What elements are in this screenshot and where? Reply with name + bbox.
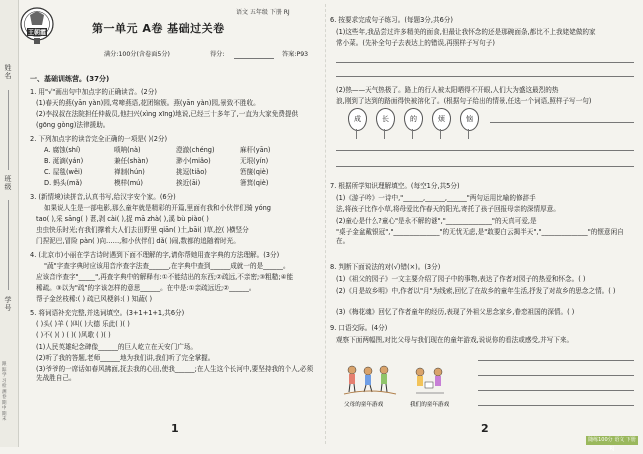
q2-word: 挨近(āi) <box>176 179 201 187</box>
score-blank[interactable] <box>234 58 274 59</box>
page-number: 2 <box>481 422 489 435</box>
score-info: 满分:100分(含卷面5分) <box>104 51 170 58</box>
series-footer: 随练100分 语文 下册 RJ <box>586 436 638 445</box>
q2-option[interactable]: A. 腐蚀(shí) <box>44 146 81 154</box>
caption-parents: 父母的童年游戏 <box>344 402 384 408</box>
balloon-string <box>356 129 357 139</box>
q4-line-c: 稀疏。③以为"疏"的字该怎样的意思______。在中是:①亲疏远近;②______。 <box>36 284 256 292</box>
class-label: 班级 <box>4 175 12 191</box>
q4-line-a: "蔬"字查字典时应该用音序查字法查______,在字典中查到______成就一的是______。 <box>44 262 290 270</box>
q3-line-a: 如果说人生是一部电影,那么童年就是精彩的开篇,里面有我和小伙伴们骑 yóng <box>44 204 271 212</box>
q3-line-c: 虫虫快乐时光;有我们撑着大人们去田野里 qiān( )土,bāi( )草,挖( )横竖分 <box>36 226 249 234</box>
q2-option[interactable]: B. 涎滴(yán) <box>44 157 84 165</box>
q6-line-b: 常小菜。(先补全句子去表达上的错误,再照样子写句子) <box>336 39 495 47</box>
q5-line-e: (3)爷爷的一席话如春风拂面,抚去我的心田,使我______;在人生这个长河中,要坚持我的个人,必须先战胜自己。 <box>36 365 314 382</box>
q2-word: 挑逗(tiǎo) <box>176 168 207 176</box>
page-one <box>27 0 320 447</box>
q7-line-c: (2)童心是什么?童心"是永不解的谜","______________"的天真可爱,是 <box>336 217 537 225</box>
logo-text: 王朝霞 <box>27 29 47 37</box>
balloon-char[interactable]: 长 <box>376 108 395 131</box>
question-7: 7. 根据所学知识理解填空。(每空1分,共5分) <box>330 182 460 190</box>
q5-line-c: (1)人民英雄纪念碑像______的巨人屹立在天安门广场。 <box>36 343 197 351</box>
q6-line-d: 浪,刚到了达到的路面得快被溶化了。(根据句子给出的情景,任选一个词语,照样子写一句) <box>336 97 592 105</box>
q2-word: 兼任(shàn) <box>114 157 149 165</box>
question-3: 3. (新情境)读拼音,认真书写,给汉字安个家。(6分) <box>30 193 176 201</box>
question-1: 1. 用"√"画出句中加点字的正确读音。(2分) <box>30 88 157 96</box>
question-8: 8. 判断下面说法的对(√)错(×)。(3分) <box>330 263 441 271</box>
answer-line[interactable] <box>336 76 634 77</box>
subject-tag: 语文 五年级 下册 RJ <box>236 9 290 16</box>
page-number: 1 <box>171 422 179 435</box>
caption-ours: 我们的童年游戏 <box>410 402 450 408</box>
q2-word: 渺小(miǎo) <box>176 157 211 165</box>
childhood-games-illustration <box>340 360 470 408</box>
strip-line <box>8 200 9 290</box>
q2-word: 唢呐(nà) <box>114 146 141 154</box>
q6-line-a: (1)这些年,我品尝过许多精美的面食,但最让我怀念的还是那碗面条,都比不上我姥姥做的家 <box>336 28 596 36</box>
balloon-string <box>412 129 413 139</box>
answer-line[interactable] <box>336 62 634 63</box>
q7-line-b: 法,将孩子比作小草,将母爱比作春天的阳光,寄托了孩子回报母亲的深情厚意。 <box>336 205 560 213</box>
q2-option[interactable]: C. 屋毯(wěi) <box>44 168 83 176</box>
q8-line-b: (2)《月是故乡明》中,作者以"月"为线索,回忆了在故乡的童年生活,抒发了对故乡的思念之情。( ) <box>336 287 616 295</box>
q2-option[interactable]: D. 蚂头(mǎ) <box>44 179 83 187</box>
question-4: 4. (北京市)小丽在学古诗时遇到下面不理解的字,请你帮她用查字典的方法理解。(3分) <box>30 251 280 259</box>
q3-line-d: 门捏泥巴,冒险 pàn( )向……,和小伙伴们 dǎ( )闹,数都的追随着时光。 <box>36 237 240 245</box>
q1-line-c: (gōng gòng)法律援助。 <box>36 121 110 129</box>
answer-ref: 答案:P93 <box>282 51 309 58</box>
name-label: 姓名 <box>4 64 12 80</box>
q8-line-a: (1)《祖父的园子》一文主要介绍了园子中的事物,表达了作者对园子的热爱和怀念。( ) <box>336 275 586 283</box>
q8-line-c: (3)《梅花魂》回忆了作者童年的经历,表现了外祖父思念家乡,眷恋祖国的深情。( ) <box>336 308 575 316</box>
question-9: 9. 口语交际。(4分) <box>330 324 388 332</box>
balloon-string <box>440 129 441 139</box>
q4-line-d: 帮子金丝枝稀:( ) 疏已风梗斜:( ) 知蔬( ) <box>36 295 153 303</box>
section-one-heading: 一、基础训练营。(37分) <box>30 75 110 83</box>
question-6: 6. 按要求完成句子练习。(每题3分,共6分) <box>330 16 453 24</box>
q2-word: 箸箕(qiè) <box>240 179 269 187</box>
balloon-char[interactable]: 成 <box>348 108 367 131</box>
balloon-string <box>468 129 469 139</box>
score-label: 得分: <box>210 51 225 58</box>
q9-line-a: 观察下面两幅图,对比父母与我们现在的童年游戏,说说你的看法或感受,并写下来。 <box>336 336 574 344</box>
answer-line[interactable] <box>336 166 634 167</box>
q5-line-a: ( )头( )羊 ( )叫( )大德 乐此( )( ) <box>36 320 130 328</box>
balloon-char[interactable]: 恼 <box>460 108 479 131</box>
balloon-char[interactable]: 的 <box>404 108 423 131</box>
balloon-char[interactable]: 烦 <box>432 108 451 131</box>
answer-line[interactable] <box>478 375 634 376</box>
q7-line-d: "桌子金盆戴银冠","______________"的无忧无虑,是"敢要白云揭半天","______________"的惬意闲自在。 <box>336 228 624 245</box>
id-label: 学号 <box>4 296 12 312</box>
answer-line[interactable] <box>478 405 634 406</box>
answer-line[interactable] <box>478 360 634 361</box>
binding-strip <box>0 0 19 447</box>
answer-line[interactable] <box>336 150 634 151</box>
page-title: 第一单元 A卷 基础过关卷 <box>92 22 225 35</box>
q1-line-a: (1)春天的燕(yān yàn)园,莺啼燕语,花团锦簇。燕(yān yàn)园,景致不胜收。 <box>36 99 260 107</box>
q5-line-b: ( )不( )( ) ( )( )风歌 ( )( ) <box>36 331 111 339</box>
page-divider <box>325 4 326 444</box>
strip-note: 跟踪学习检测卷 期中期末 <box>2 362 7 422</box>
q2-word: 禅制(hún) <box>114 168 145 176</box>
children-reading-icon <box>416 368 444 393</box>
q6-line-c: (2)热——天气热极了。路上的行人被太阳晒得不开眼,人们大为盛这最烈的热 <box>336 86 559 94</box>
question-5: 5. 将词语补充完整,并选词填空。(3+1+1+1,共6分) <box>30 309 185 317</box>
q2-word: 麻秆(yān) <box>240 146 271 154</box>
q5-line-d: (2)听了我的答题,老师______地为我们讲,我们听了完全掌握。 <box>36 354 215 362</box>
q1-line-b: (2)李叔叔在法院担任仲裁员,他扫兴(xìng xīng)地说,已经三十多年了,一直为大家免费提供 <box>36 110 299 118</box>
answer-line[interactable] <box>478 390 634 391</box>
q2-word: 无垠(yín) <box>240 157 269 165</box>
answer-line[interactable] <box>490 122 634 123</box>
strip-line <box>8 90 9 170</box>
q2-word: 箬箧(qiè) <box>240 168 269 176</box>
balloon-string <box>384 129 385 139</box>
question-2: 2. 下列加点字的读音完全正确的一项是( )(2分) <box>30 135 168 143</box>
q2-word: 模样(mú) <box>114 179 143 187</box>
q3-line-b: tao( ),采 sāng( ) 葚,剥 cài( ),捉 mā zhà( ),溪 bù piào( ) <box>36 215 209 223</box>
q4-line-b: 应该音序查字"_____",再查字典中的解释有:①不能结出的东西;②疏远,不亲密;③粗糙;④能 <box>36 273 294 281</box>
q7-line-a: (1)《游子吟》一诗中,"______,______,______"两句运用比喻的修辞手 <box>336 194 536 202</box>
q2-word: 澄澈(chéng) <box>176 146 215 154</box>
